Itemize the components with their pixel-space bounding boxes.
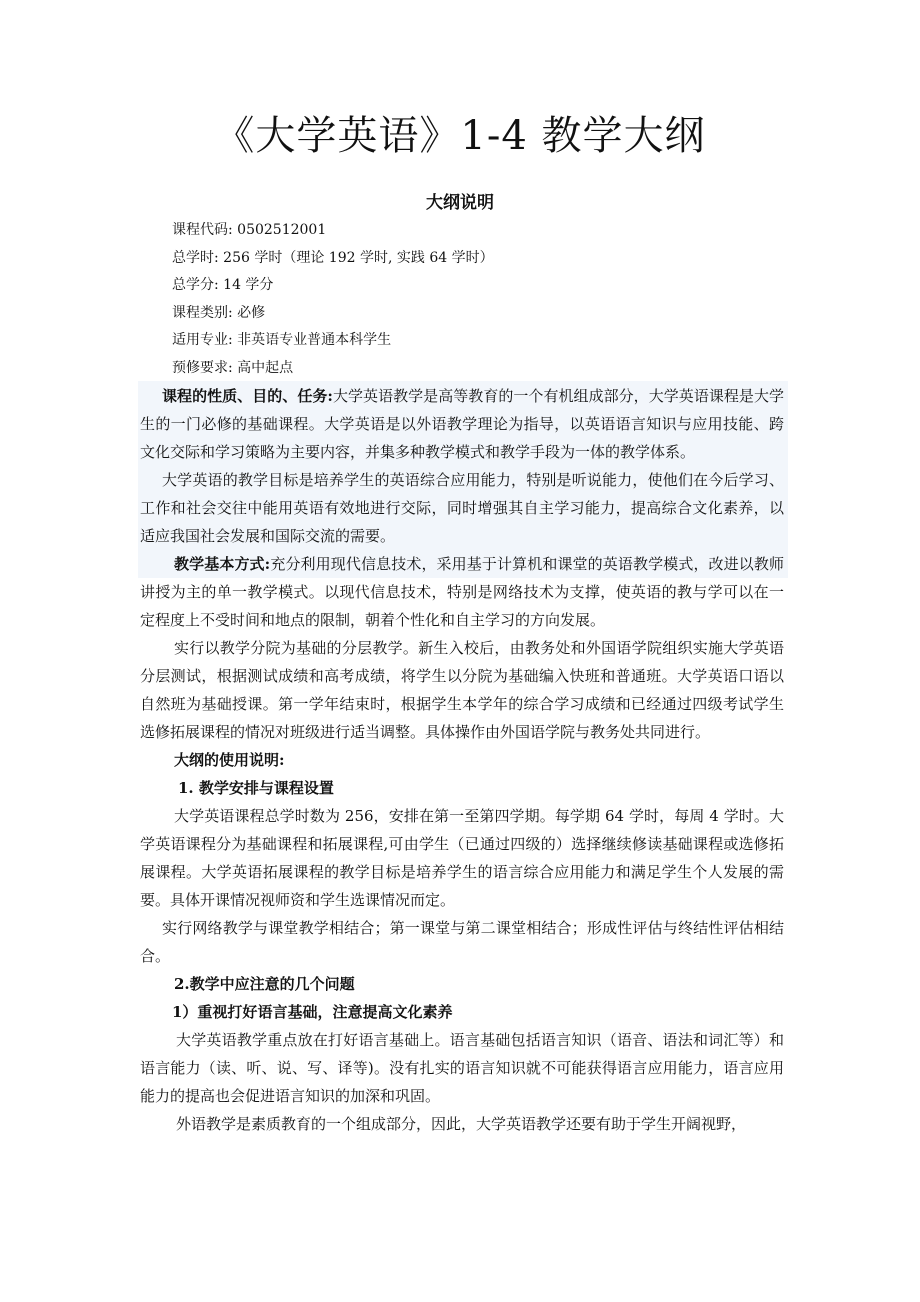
paragraph-hours: 大学英语课程总学时数为 256，安排在第一至第四学期。每学期 64 学时，每周 4 学时。大学英语课程分为基础课程和拓展课程,可由学生（已通过四级的）选择继续修读基础课程或选修拓展课程。大学英语拓展课程的教学目标是培养学生的语言综合应用能力和满足学生个人发展的需要。具体开课情况视师资和学生选课情况而定。 <box>140 807 784 909</box>
meta-value: 非英语专业普通本科学生 <box>237 332 392 348</box>
meta-label: 课程代码: <box>172 222 233 238</box>
meta-value: 必修 <box>237 304 266 321</box>
meta-label: 总学分: <box>172 277 219 293</box>
paragraph-combination: 实行网络教学与课堂教学相结合；第一课堂与第二课堂相结合；形成性评估与终结性评估相结合。 <box>140 919 784 965</box>
meta-value: 14 学分 <box>223 277 274 293</box>
paragraph-label: 教学基本方式: <box>174 555 271 573</box>
document-title: 《大学英语》1-4 教学大纲 <box>214 113 706 159</box>
document-body <box>140 382 784 1138</box>
heading-arrangement: 1. 教学安排与课程设置 <box>178 779 334 797</box>
heading-language-foundation: 1）重视打好语言基础，注意提高文化素养 <box>172 1003 453 1021</box>
meta-total-hours <box>172 245 792 273</box>
meta-value: 高中起点 <box>237 359 294 376</box>
meta-label: 预修要求: <box>172 359 233 376</box>
paragraph-quality-education: 外语教学是素质教育的一个组成部分，因此，大学英语教学还要有助于学生开阔视野， <box>176 1115 747 1133</box>
meta-value: 256 学时（理论 192 学时, 实践 64 学时） <box>223 249 494 266</box>
meta-label: 总学时: <box>172 249 219 266</box>
meta-label: 适用专业: <box>172 332 233 348</box>
paragraph-tiered-teaching: 实行以教学分院为基础的分层教学。新生入校后，由教务处和外国语学院组织实施大学英语分层测试，根据测试成绩和高考成绩，将学生以分院为基础编入快班和普通班。大学英语口语以自然班为基础授课。第一学年结束时，根据学生本学年的综合学习成绩和已经通过四级考试学生选修拓展课程的情况对班级进行适当调整。具体操作由外国语学院与教务处共同进行。 <box>140 639 784 741</box>
paragraph-label: 课程的性质、目的、任务: <box>162 387 333 405</box>
meta-value: 0502512001 <box>237 222 327 238</box>
meta-label: 课程类别: <box>172 304 233 321</box>
section-subtitle: 大纲说明 <box>426 193 494 213</box>
paragraph-teaching-method <box>140 550 784 634</box>
paragraph-teaching-goal: 大学英语的教学目标是培养学生的英语综合应用能力，特别是听说能力，使他们在今后学习、工作和社会交往中能用英语有效地进行交际，同时增强其自主学习能力，提高综合文化素养，以适应我国社会发展和国际交流的需要。 <box>140 471 784 545</box>
meta-course-code <box>172 217 792 245</box>
heading-issues: 2.教学中应注意的几个问题 <box>174 975 355 993</box>
meta-major <box>172 327 792 355</box>
paragraph-text: 充分利用现代信息技术，采用基于计算机和课堂的英语教学模式，改进以教师讲授为主的单一教学模式。以现代信息技术，特别是网络技术为支撑，使英语的教与学可以在一定程度上不受时间和地点的限制，朝着个性化和自主学习的方向发展。 <box>140 555 784 629</box>
paragraph-course-nature <box>140 382 784 466</box>
paragraph-language-basis: 大学英语教学重点放在打好语言基础上。语言基础包括语言知识（语音、语法和词汇等）和语言能力（读、听、说、写、译等)。没有扎实的语言知识就不可能获得语言应用能力，语言应用能力的提高也会促进语言知识的加深和巩固。 <box>140 1031 784 1105</box>
course-meta <box>172 217 792 382</box>
heading-usage: 大纲的使用说明: <box>174 751 285 769</box>
paragraph-text: 大学英语教学是高等教育的一个有机组成部分，大学英语课程是大学生的一门必修的基础课程。大学英语是以外语教学理论为指导，以英语语言知识与应用技能、跨文化交际和学习策略为主要内容，并集多种教学模式和教学手段为一体的教学体系。 <box>140 387 784 461</box>
meta-prerequisite <box>172 355 792 383</box>
meta-category <box>172 300 792 328</box>
meta-credits <box>172 272 792 300</box>
